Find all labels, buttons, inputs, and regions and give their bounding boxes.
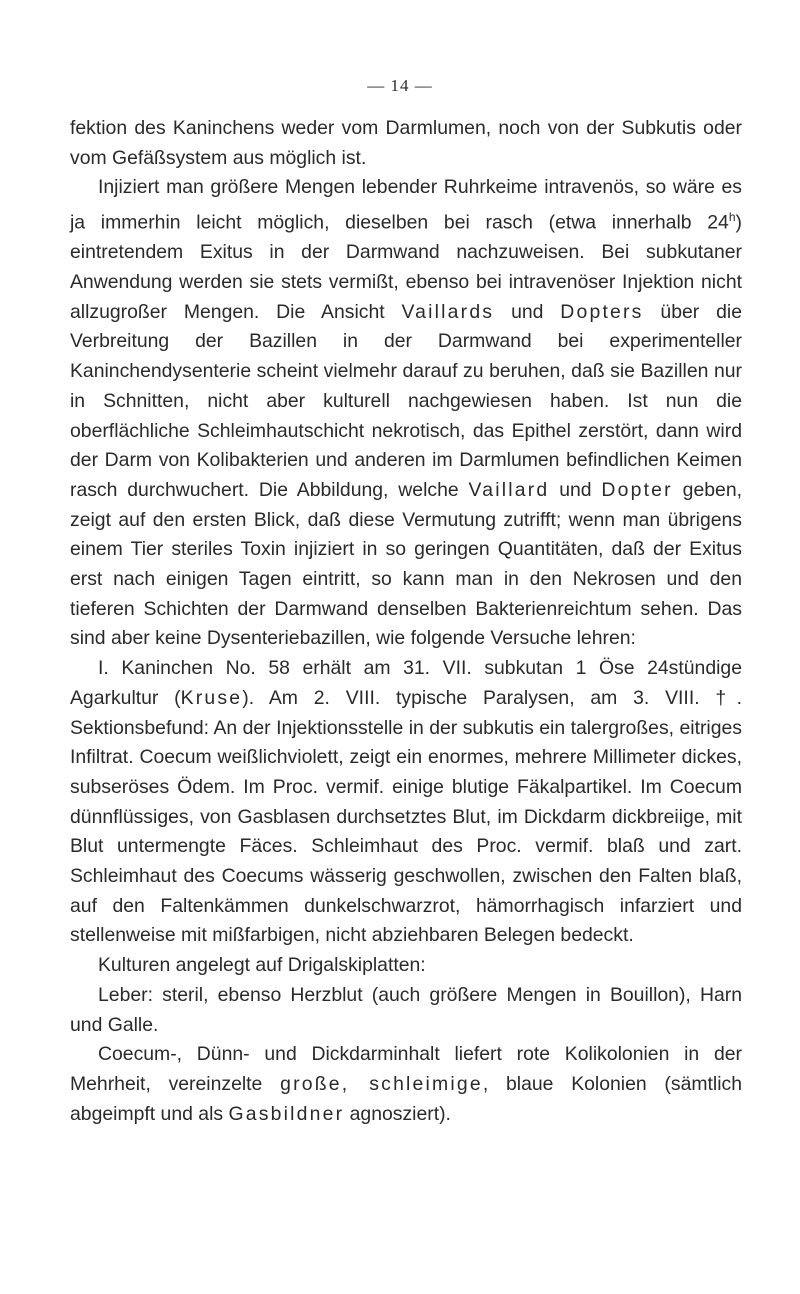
paragraph [70, 1040, 742, 1129]
text-run: ) eintretendem Exitus in der Darmwand nachzuweisen. Bei subkutaner Anwendung werden sie stets vermißt, ebenso bei intravenöser Injektion nicht allzugroßer Mengen. Die Ansicht [70, 211, 742, 323]
spaced-name: Dopter [601, 478, 673, 501]
spaced-name: Vaillards [401, 300, 495, 323]
spaced-name: Kruse [180, 686, 243, 709]
text-run: über die Verbreitung der Bazillen in der Darmwand bei experimenteller Kaninchendysenterie scheint vielmehr darauf zu beruhen, daß sie Bazillen nur in Schnitten, nicht aber kulturell nachgewiesen haben. Ist nun die oberflächliche Schleimhautschicht nekrotisch, das Epithel zerstört, dann wird der Darm von Kolibakterien und anderen im Darmlumen befindlichen Keimen rasch durchwuchert. Die Abbildung, welche [70, 300, 742, 501]
paragraph [70, 981, 742, 1040]
text-run: Injiziert man größere Mengen lebender Ruhrkeime intravenös, so wäre es ja immerhin leicht möglich, dieselben bei rasch (etwa innerhalb 24 [70, 176, 742, 234]
spaced-name: große, schleimige [280, 1072, 483, 1095]
text-run: I. Kaninchen No. 58 erhält am 31. VII. subkutan 1 Öse 24stündige Agarkultur ( [70, 657, 742, 709]
text-run: ). Am 2. VIII. typische Paralysen, am 3. VIII. †. Sektionsbefund: An der Injektionsstelle in der subkutis ein talergroßes, eitriges Infiltrat. Coecum weißlichviolett, zeigt ein enormes, mehrere Millimeter dickes, subseröses Ödem. Im Proc. vermif. einige blutige Fäkalpartikel. Im Coecum dünnflüssiges, von Gasblasen durchsetztes Blut, im Dickdarm dickbreiige, mit Blut untermengte Fäces. Schleimhaut des Proc. vermif. blaß und zart. Schleimhaut des Coecums wässerig geschwollen, zwischen den Falten blaß, auf den Faltenkämmen dunkelschwarzrot, hämorrhagisch infarziert und stellenweise mit mißfarbigen, nicht abziehbaren Belegen bedeckt. [70, 686, 742, 947]
page-number: — 14 — [367, 76, 433, 95]
text-run: geben, zeigt auf den ersten Blick, daß diese Vermutung zutrifft; wenn man übrigens einem Tier steriles Toxin injiziert in so geringen Quantitäten, daß der Exitus erst nach einigen Tagen eintritt, so kann man in den Nekrosen und den tieferen Schichten der Darmwand denselben Bakterienreichtum sehen. Das sind aber keine Dysenteriebazillen, wie folgende Versuche lehren: [70, 478, 742, 650]
text-run: agnosziert). [344, 1102, 451, 1125]
text-run: , blaue Kolonien (sämtlich abgeimpft und als [70, 1072, 742, 1125]
superscript: h [728, 210, 736, 225]
text-run: Leber: steril, ebenso Herzblut (auch größere Mengen in Bouillon), Harn und Galle. [70, 983, 742, 1036]
text-run: Kulturen angelegt auf Drigalskiplatten: [98, 954, 426, 977]
text-run: Coecum-, Dünn- und Dickdarminhalt liefert rote Kolikolonien in der Mehrheit, vereinzelte [70, 1043, 742, 1095]
spaced-name: Gasbildner [228, 1102, 345, 1125]
paragraph [70, 654, 742, 951]
body-text [70, 114, 742, 1129]
text-run: und [549, 478, 602, 501]
paragraph [70, 951, 742, 981]
spaced-name: Vaillard [468, 478, 550, 501]
text-run: und [494, 300, 561, 323]
paragraph [70, 173, 742, 654]
text-run: fektion des Kaninchens weder vom Darmlumen, noch von der Subkutis oder vom Gefäßsystem aus möglich ist. [70, 117, 742, 169]
paragraph [70, 114, 742, 173]
spaced-name: Dopters [560, 300, 644, 323]
